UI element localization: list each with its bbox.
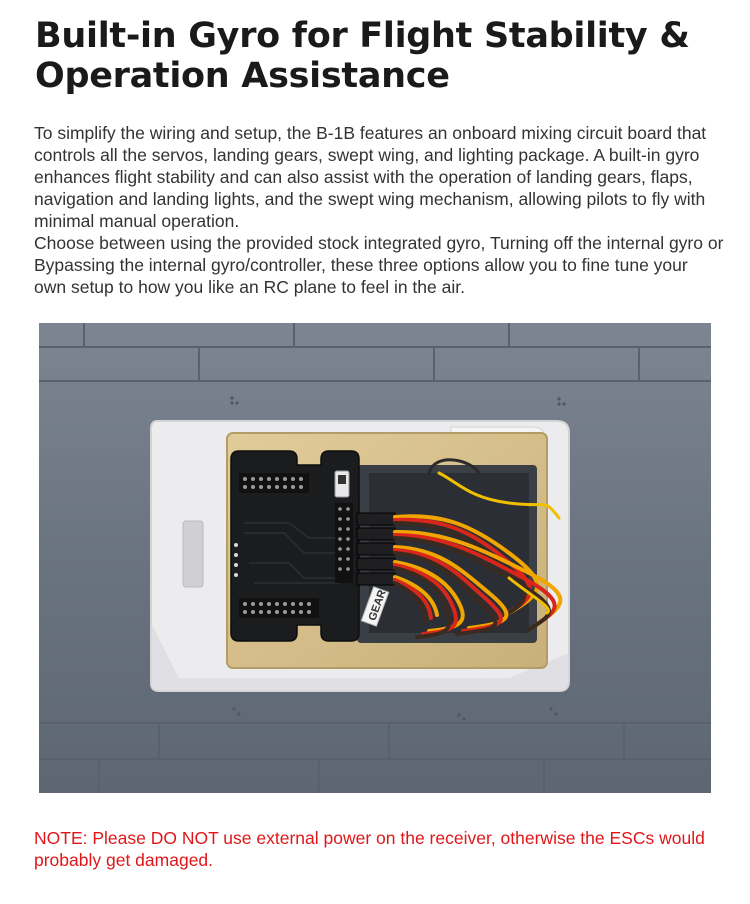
page-title: Built-in Gyro for Flight Stability & Operation Assistance [35,16,690,96]
description [34,122,724,298]
warning-note: NOTE: Please DO NOT use external power on the receiver, otherwise the ESCs would probably get damaged. [34,828,705,870]
servo-connectors [357,513,395,585]
pin-header-bottom [239,598,319,618]
description-paragraph-1: To simplify the wiring and setup, the B-1B features an onboard mixing circuit board that controls all the servos, landing gears, swept wing, and lighting package. A built-in gyro enhances flight stability and can also assist with the operation of landing gears, flaps, navigation and landing lights, and the swept wing mechanism, allowing pilots to fly with minimal manual operation. [34,123,707,231]
frame-tab [183,521,203,587]
gyro-board-illustration [39,323,711,793]
gear-label-text: GEAR [366,588,389,623]
pin-header-top [239,473,309,493]
gyro-board-photo [34,318,716,798]
description-paragraph-2: Choose between using the provided stock integrated gyro, Turning off the internal gyro or Bypassing the internal gyro/controller, these three options allow you to fine tune your own setup to how you like an RC plane to feel in the air. [34,233,724,297]
pin-header-right [335,503,353,583]
